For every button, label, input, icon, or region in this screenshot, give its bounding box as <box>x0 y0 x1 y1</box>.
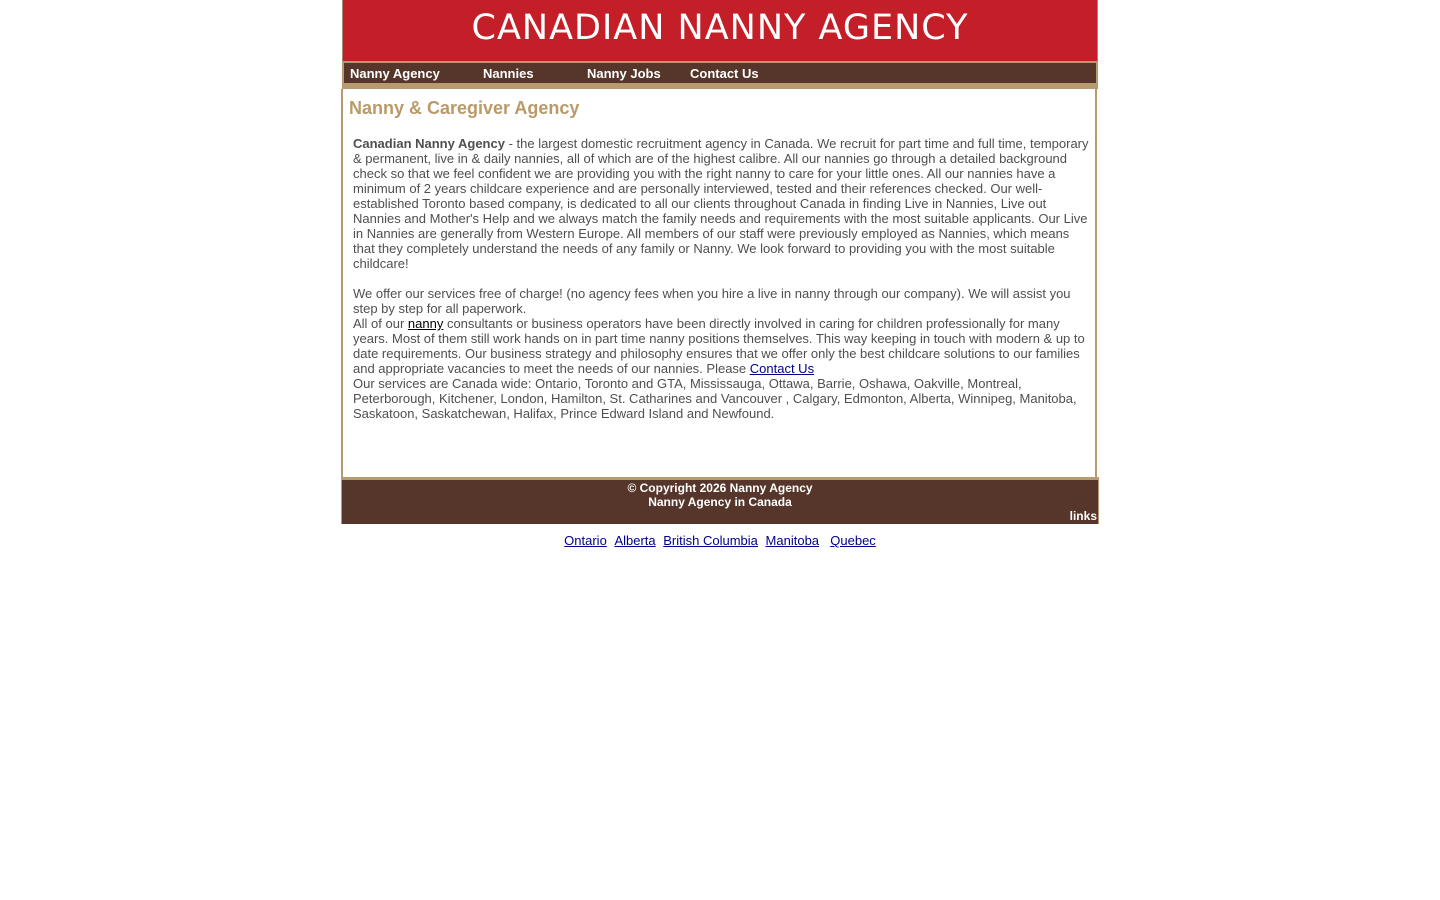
nav-item-nanny-agency[interactable]: Nanny Agency <box>350 66 440 81</box>
nav-item-contact-us[interactable]: Contact Us <box>690 66 759 81</box>
consultants-text-start: All of our <box>353 316 408 331</box>
region-link-alberta[interactable]: Alberta <box>614 533 656 548</box>
region-link-british-columbia[interactable]: British Columbia <box>663 533 758 548</box>
main-nav <box>344 63 1096 83</box>
coverage-paragraph: Our services are Canada wide: Ontario, Toronto and GTA, Mississauga, Ottawa, Barrie, Oshawa, Oakville, Montreal, Peterborough, Kitchener, London, Hamilton, St. Catharines and Vancouver , Calgary, Edmonton, Alberta, Winnipeg, Manitoba, Saskatoon, Saskatchewan, Halifax, Prince Edward Island and Newfound. <box>353 376 1077 421</box>
contact-us-link[interactable]: Contact Us <box>749 361 815 376</box>
site-header <box>342 0 1098 61</box>
body-text <box>353 136 1091 421</box>
page-title: Nanny & Caregiver Agency <box>349 98 580 118</box>
consultants-text-mid: consultants or business operators have been directly involved in caring for children professionally for many years. Most of them still work hands on in part time nanny positions themselves. This way keeping in touch with modern & up to date requirements. Our business strategy and philosophy ensures that we offer only the best childcare solutions to our families and appropriate vacancies to meet the needs of our nannies. Please <box>353 316 1085 376</box>
nav-item-nannies[interactable]: Nannies <box>483 66 534 81</box>
intro-bold: Canadian Nanny Agency <box>353 136 505 151</box>
intro-text: - the largest domestic recruitment agency in Canada. We recruit for part time and full time, temporary & permanent, live in & daily nannies, all of which are of the highest calibre. All our nannies go through a detailed background check so that we feel confident we are providing you with the right nanny to care for your little ones. All our nannies have a minimum of 2 years childcare experience and are personally interviewed, tested and their references checked. Our well-established Toronto based company, is dedicated to all our clients throughout Canada in finding Live in Nannies, Live out Nannies and Mother's Help and we always match the family needs and requirements with the most suitable applicants. Our Live in Nannies are generally from Western Europe. All members of our staff were previously employed as Nannies, which means that they completely understand the needs of any family or Nanny. We look forward to providing you with the most suitable childcare! <box>353 136 1089 271</box>
intro-paragraph <box>353 136 1091 271</box>
nav-item-nanny-jobs[interactable]: Nanny Jobs <box>587 66 661 81</box>
footer-subtitle: Nanny Agency in Canada <box>648 495 792 509</box>
region-link-quebec[interactable]: Quebec <box>830 533 876 548</box>
consultants-paragraph <box>353 316 1091 376</box>
copyright-text: © Copyright 2026 Nanny Agency <box>627 481 813 495</box>
main-content <box>341 89 1097 477</box>
site-title: CANADIAN NANNY AGENCY <box>471 8 969 48</box>
site-footer <box>341 480 1099 524</box>
region-link-manitoba[interactable]: Manitoba <box>765 533 820 548</box>
nanny-link[interactable]: nanny <box>407 316 444 331</box>
paragraph-gap <box>353 271 1091 286</box>
footer-links-link[interactable]: links <box>1069 509 1097 523</box>
services-paragraph: We offer our services free of charge! (no agency fees when you hire a live in nanny through our company). We will assist you step by step for all paperwork. <box>353 286 1071 316</box>
region-link-ontario[interactable]: Ontario <box>564 533 607 548</box>
region-links <box>0 533 1440 548</box>
